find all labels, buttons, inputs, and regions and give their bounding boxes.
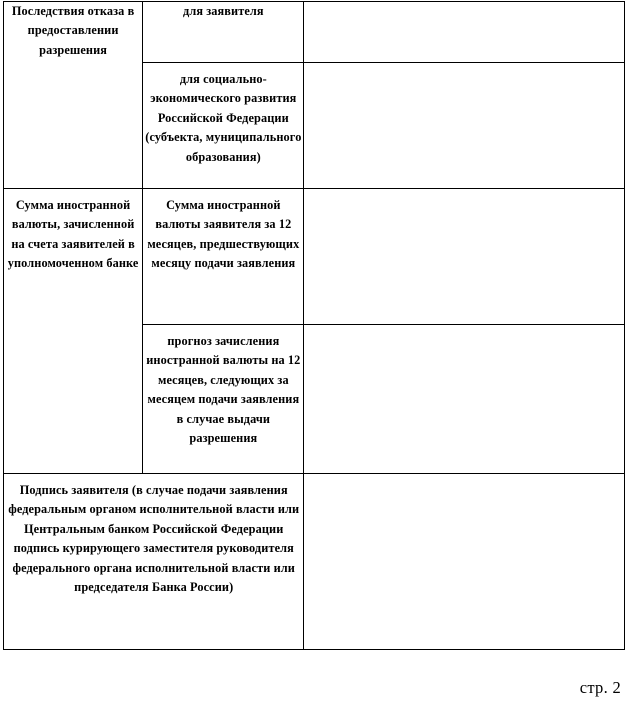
subrow-value-currency-past-12-months[interactable]: [304, 189, 625, 325]
subrow-label-currency-past-12-months: Сумма иностранной валюты заявителя за 12 месяцев, предшествующих месяцу подачи заявления: [143, 189, 304, 325]
table-row-signature: [4, 474, 625, 650]
subrow-label-for-applicant: для заявителя: [143, 2, 304, 63]
requirements-table: [3, 1, 625, 650]
page-number-footer: стр. 2: [579, 678, 621, 697]
subrow-value-for-applicant[interactable]: [304, 2, 625, 63]
subrow-label-socioeconomic-development: для социально-экономического развития Российской Федерации (субъекта, муниципального образования): [143, 63, 304, 189]
row-label-consequences: Последствия отказа в предоставлении разрешения: [4, 2, 143, 189]
subrow-value-socioeconomic-development[interactable]: [304, 63, 625, 189]
row-label-foreign-currency-amount: Сумма иностранной валюты, зачисленной на счета заявителей в уполномоченном банке: [4, 189, 143, 474]
signature-row-value[interactable]: [304, 474, 625, 650]
subrow-label-currency-forecast-12-months: прогноз зачисления иностранной валюты на 12 месяцев, следующих за месяцем подачи заявления в случае выдачи разрешения: [143, 325, 304, 474]
table-row: [4, 2, 625, 63]
subrow-value-currency-forecast-12-months[interactable]: [304, 325, 625, 474]
signature-row-label: Подпись заявителя (в случае подачи заявления федеральным органом исполнительной власти или Центральным банком Российской Федерации подпись курирующего заместителя руководителя федерального органа исполнительной власти или председателя Банка России): [4, 474, 304, 650]
table-row: [4, 189, 625, 325]
